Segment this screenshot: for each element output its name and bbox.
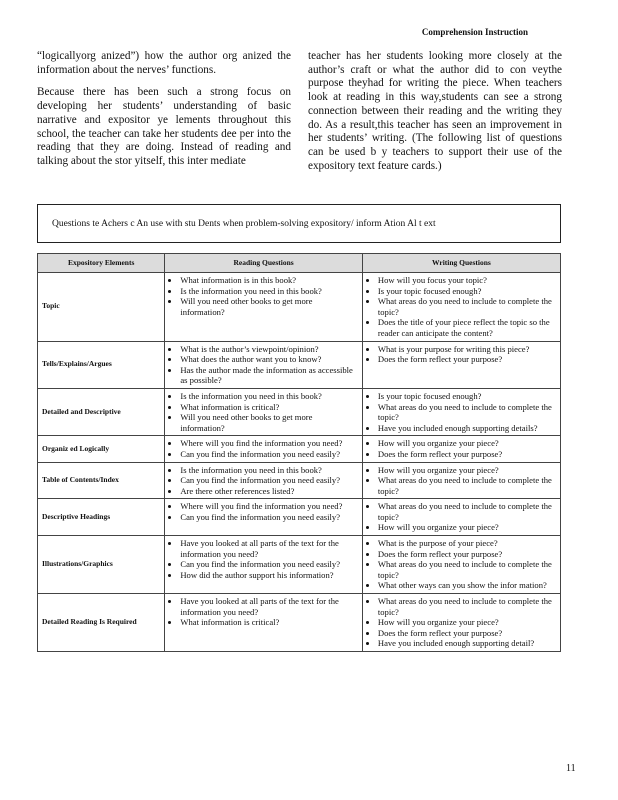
- question-item: • Have you included enough supporting detail?: [378, 638, 557, 649]
- question-item: • Have you looked at all parts of the text for the information you need?: [180, 596, 359, 617]
- question-item: • What areas do you need to include to complete the topic?: [378, 559, 557, 580]
- question-item: • Have you looked at all parts of the text for the information you need?: [180, 538, 359, 559]
- question-item: • Does the form reflect your purpose?: [378, 628, 557, 639]
- question-item: • Will you need other books to get more information?: [180, 296, 359, 317]
- table-row: [38, 536, 561, 594]
- table-row: [38, 341, 561, 388]
- page-number: 11: [566, 763, 576, 774]
- question-item: • Have you included enough supporting details?: [378, 423, 557, 434]
- expository-element-cell: Tells/Explains/Argues: [38, 341, 165, 388]
- question-item: • What other ways can you show the infor mation?: [378, 580, 557, 591]
- question-item: • What areas do you need to include to complete the topic?: [378, 475, 557, 496]
- question-item: • How will you organize your piece?: [378, 438, 557, 449]
- expository-element-cell: Descriptive Headings: [38, 499, 165, 536]
- reading-questions-cell: [165, 462, 363, 499]
- writing-questions-list: [367, 596, 557, 649]
- table-row: [38, 436, 561, 462]
- question-item: • Are there other references listed?: [180, 486, 359, 497]
- writing-questions-list: [367, 438, 557, 459]
- reading-questions-list: [169, 438, 359, 459]
- question-item: • How will you organize your piece?: [378, 465, 557, 476]
- questions-box: [37, 204, 561, 243]
- question-item: • Is the information you need in this book?: [180, 465, 359, 476]
- question-item: • Can you find the information you need easily?: [180, 449, 359, 460]
- body-paragraph: Because there has been such a strong focus on developing her students’ understanding of basic narrative and expositor ye lements throughout this school, the teacher can take her students dee per into the reading that they are doing. Instead of reading and talking about the stor yitself, this inter mediate: [37, 86, 291, 167]
- expository-element-cell: Detailed Reading Is Required: [38, 594, 165, 652]
- table-row: [38, 388, 561, 435]
- question-item: • How did the author support his information?: [180, 570, 359, 581]
- question-item: • Does the form reflect your purpose?: [378, 449, 557, 460]
- question-item: • What does the author want you to know?: [180, 354, 359, 365]
- question-item: • Will you need other books to get more information?: [180, 412, 359, 433]
- table-row: [38, 462, 561, 499]
- question-item: • Can you find the information you need easily?: [180, 475, 359, 486]
- reading-questions-list: [169, 501, 359, 522]
- writing-questions-list: [367, 538, 557, 591]
- reading-questions-cell: [165, 594, 363, 652]
- column-header-elements: Expository Elements: [38, 254, 165, 273]
- question-item: • What areas do you need to include to complete the topic?: [378, 402, 557, 423]
- question-item: • Can you find the information you need easily?: [180, 512, 359, 523]
- table-row: [38, 273, 561, 342]
- question-item: • What areas do you need to include to complete the topic?: [378, 596, 557, 617]
- questions-box-title: Questions te Achers c An use with stu Dents when problem-solving expository/ inform Ation Al t ext: [52, 218, 436, 229]
- question-item: • What areas do you need to include to complete the topic?: [378, 296, 557, 317]
- table-row: [38, 594, 561, 652]
- question-item: • Is the information you need in this book?: [180, 391, 359, 402]
- table-body: [38, 273, 561, 652]
- reading-questions-cell: [165, 341, 363, 388]
- running-head: Comprehension Instruction: [421, 27, 528, 37]
- expository-element-cell: Detailed and Descriptive: [38, 388, 165, 435]
- question-item: • What information is in this book?: [180, 275, 359, 286]
- table-row: [38, 499, 561, 536]
- question-item: • What is your purpose for writing this piece?: [378, 344, 557, 355]
- reading-questions-list: [169, 538, 359, 580]
- writing-questions-cell: [362, 594, 560, 652]
- writing-questions-list: [367, 391, 557, 433]
- question-item: • Is the information you need in this book?: [180, 286, 359, 297]
- column-header-writing: Writing Questions: [362, 254, 560, 273]
- column-header-reading: Reading Questions: [165, 254, 363, 273]
- question-item: • What is the author’s viewpoint/opinion?: [180, 344, 359, 355]
- question-item: • Has the author made the information as accessible as possible?: [180, 365, 359, 386]
- reading-questions-cell: [165, 499, 363, 536]
- writing-questions-list: [367, 465, 557, 497]
- question-item: • Does the form reflect your purpose?: [378, 549, 557, 560]
- question-item: • Does the title of your piece reflect the topic so the reader can anticipate the content?: [378, 317, 557, 338]
- question-item: • How will you focus your topic?: [378, 275, 557, 286]
- question-item: • What areas do you need to include to complete the topic?: [378, 501, 557, 522]
- question-item: • Where will you find the information you need?: [180, 438, 359, 449]
- question-item: • What is the purpose of your piece?: [378, 538, 557, 549]
- expository-elements-table: [37, 253, 561, 652]
- reading-questions-list: [169, 275, 359, 317]
- writing-questions-cell: [362, 462, 560, 499]
- question-item: • Where will you find the information you need?: [180, 501, 359, 512]
- question-item: • Can you find the information you need easily?: [180, 559, 359, 570]
- writing-questions-list: [367, 344, 557, 365]
- question-item: • Is your topic focused enough?: [378, 286, 557, 297]
- writing-questions-cell: [362, 273, 560, 342]
- writing-questions-cell: [362, 536, 560, 594]
- reading-questions-cell: [165, 273, 363, 342]
- writing-questions-list: [367, 501, 557, 533]
- writing-questions-cell: [362, 388, 560, 435]
- question-item: • How will you organize your piece?: [378, 617, 557, 628]
- reading-questions-list: [169, 596, 359, 628]
- question-item: • Is your topic focused enough?: [378, 391, 557, 402]
- expository-element-cell: Topic: [38, 273, 165, 342]
- reading-questions-cell: [165, 436, 363, 462]
- body-column-left: [37, 50, 291, 178]
- writing-questions-cell: [362, 499, 560, 536]
- question-item: • How will you organize your piece?: [378, 522, 557, 533]
- reading-questions-list: [169, 344, 359, 386]
- question-item: • What information is critical?: [180, 402, 359, 413]
- writing-questions-cell: [362, 341, 560, 388]
- expository-element-cell: Illustrations/Graphics: [38, 536, 165, 594]
- question-item: • Does the form reflect your purpose?: [378, 354, 557, 365]
- expository-element-cell: Organiz ed Logically: [38, 436, 165, 462]
- writing-questions-list: [367, 275, 557, 339]
- question-item: • What information is critical?: [180, 617, 359, 628]
- body-column-right: [308, 50, 562, 182]
- writing-questions-cell: [362, 436, 560, 462]
- reading-questions-cell: [165, 388, 363, 435]
- expository-element-cell: Table of Contents/Index: [38, 462, 165, 499]
- reading-questions-list: [169, 391, 359, 433]
- reading-questions-cell: [165, 536, 363, 594]
- body-paragraph: teacher has her students looking more closely at the author’s craft or what the author did to con veythe purpose theyhad for writing the piece. When teachers look at reading in this way,students can see a strong connection between their reading and the writing they do. As a result,this teacher has seen an improvement in her students’ writing. (The following list of questions can be used b y teachers to support their use of the expository text feature cards.): [308, 50, 562, 172]
- body-paragraph: “logicallyorg anized”) how the author org anized the information about the nerves’ functions.: [37, 50, 291, 76]
- table-header-row: [38, 254, 561, 273]
- reading-questions-list: [169, 465, 359, 497]
